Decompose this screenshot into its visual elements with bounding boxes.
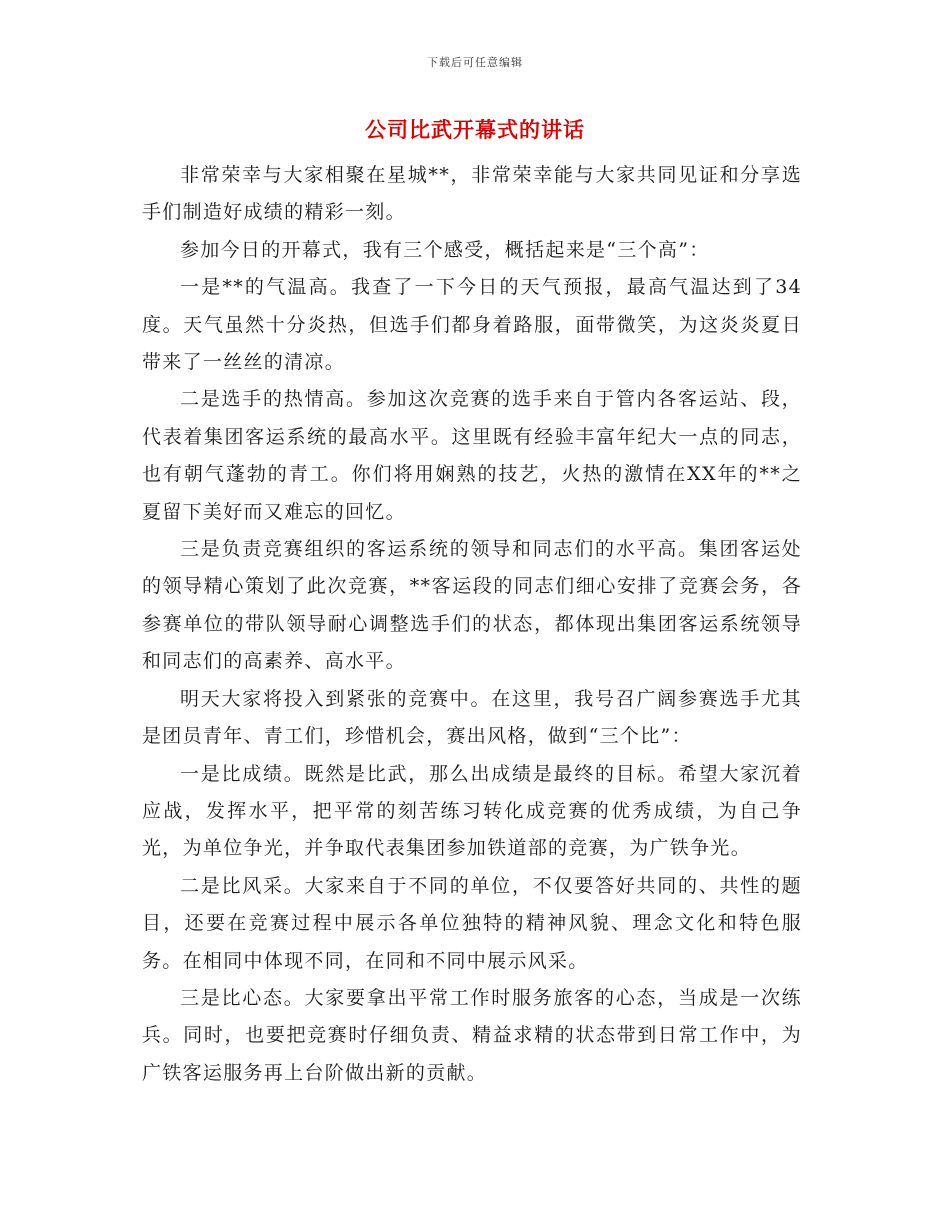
paragraph-high-level: 三是负责竞赛组织的客运系统的领导和同志们的水平高。集团客运处的领导精心策划了此次竞赛，**客运段的同志们细心安排了竞赛会务，各参赛单位的带队领导耐心调整选手们的状态，都体现出集团客运系统领导和同志们的高素养、高水平。	[142, 538, 802, 673]
document-title: 公司比武开幕式的讲话	[365, 117, 585, 142]
paragraph-compare-mindset: 三是比心态。大家要拿出平常工作时服务旅客的心态，当成是一次练兵。同时，也要把竞赛时仔细负责、精益求精的状态带到日常工作中，为广铁客运服务再上台阶做出新的贡献。	[142, 986, 802, 1084]
paragraph-intro: 非常荣幸与大家相聚在星城**，非常荣幸能与大家共同见证和分享选手们制造好成绩的精彩一刻。	[142, 164, 802, 224]
paragraph-compare-style: 二是比风采。大家来自于不同的单位，不仅要答好共同的、共性的题目，还要在竞赛过程中展示各单位独特的精神风貌、理念文化和特色服务。在相同中体现不同，在同和不同中展示风采。	[142, 874, 802, 972]
document-body	[142, 157, 802, 1092]
paragraph-high-enthusiasm: 二是选手的热情高。参加这次竞赛的选手来自于管内各客运站、段，代表着集团客运系统的最高水平。这里既有经验丰富年纪大一点的同志，也有朝气蓬勃的青工。你们将用娴熟的技艺，火热的激情在XX年的**之夏留下美好而又难忘的回忆。	[142, 388, 802, 523]
paragraph-three-highs: 参加今日的开幕式，我有三个感受，概括起来是“三个高”：	[180, 238, 710, 261]
paragraph-high-temperature: 一是**的气温高。我查了一下今日的天气预报，最高气温达到了34度。天气虽然十分炎热，但选手们都身着路服，面带微笑，为这炎炎夏日带来了一丝丝的清凉。	[142, 276, 802, 374]
paragraph-compare-results: 一是比成绩。既然是比武，那么出成绩是最终的目标。希望大家沉着应战，发挥水平，把平常的刻苦练习转化成竞赛的优秀成绩，为自己争光，为单位争光，并争取代表集团参加铁道部的竞赛，为广铁争光。	[142, 762, 802, 860]
paragraph-three-comparisons: 明天大家将投入到紧张的竞赛中。在这里，我号召广阔参赛选手尤其是团员青年、青工们，珍惜机会，赛出风格，做到“三个比”：	[142, 687, 802, 748]
page-header-note: 下载后可任意编辑	[427, 56, 523, 69]
